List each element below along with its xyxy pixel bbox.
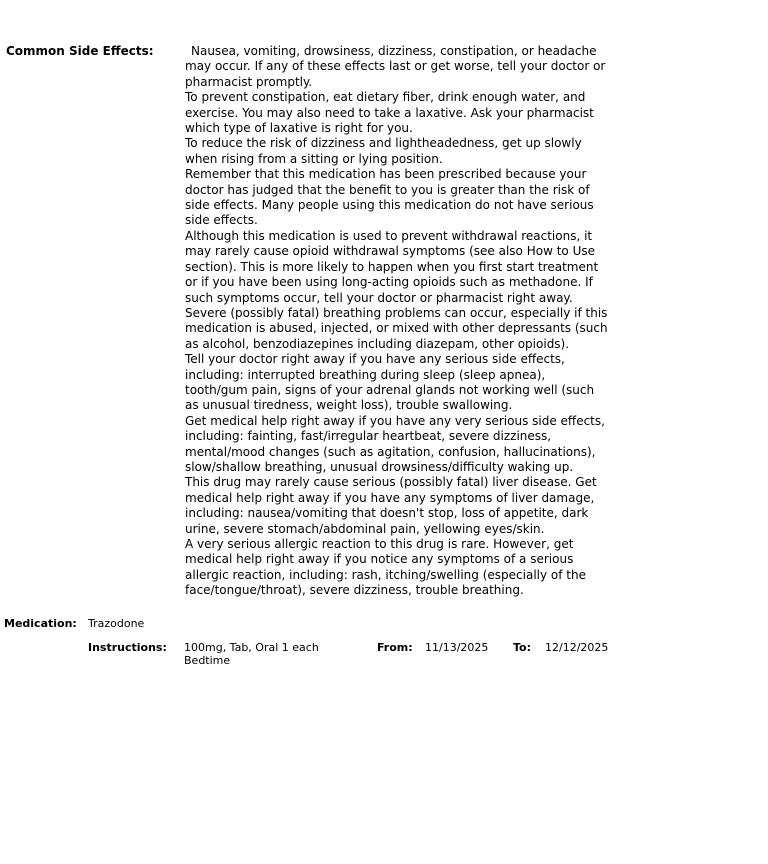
side-effect-paragraph: Nausea, vomiting, drowsiness, dizziness, constipation, or headache may occur. If any of these effects last or get worse, tell your doctor or pharmacist promptly.: [185, 44, 606, 89]
medication-name: Trazodone: [88, 617, 145, 630]
side-effect-paragraph: Remember that this medication has been prescribed because your doctor has judged that the benefit to you is greater than the risk of side effects. Many people using this medication do not have serious side effects.: [185, 167, 594, 228]
side-effect-paragraph: This drug may rarely cause serious (possibly fatal) liver disease. Get medical help right away if you have any symptoms of liver damage, including: nausea/vomiting that doesn't stop, loss of appetite, dark urine, severe stomach/abdominal pain, yellowing eyes/skin.: [185, 475, 597, 536]
to-label: To:: [513, 641, 531, 654]
side-effect-paragraph: A very serious allergic reaction to this drug is rare. However, get medical help right away if you notice any symptoms of a serious allergic reaction, including: rash, itching/swelling (especially of the face/tongue/throat), severe dizziness, trouble breathing.: [185, 537, 586, 598]
side-effect-paragraph: Get medical help right away if you have any very serious side effects, including: fainting, fast/irregular heartbeat, severe dizziness, mental/mood changes (such as agitation, confusion, hallucinations), slow/shallow breathing, unusual drowsiness/difficulty waking up.: [185, 413, 605, 474]
side-effect-paragraph: Severe (possibly fatal) breathing problems can occur, especially if this medication is abused, injected, or mixed with other depressants (such as alcohol, benzodiazepines including diazepam, other opioids).: [185, 305, 608, 351]
side-effects-body: [185, 44, 610, 599]
side-effect-paragraph: Tell your doctor right away if you have any serious side effects, including: interrupted breathing during sleep (sleep apnea), tooth/gum pain, signs of your adrenal glands not working well (such as unusual tiredness, weight loss), trouble swallowing.: [185, 352, 595, 413]
instructions-label: Instructions:: [88, 641, 167, 654]
medication-label: Medication:: [4, 617, 77, 630]
to-date: 12/12/2025: [545, 641, 609, 654]
from-label: From:: [377, 641, 413, 654]
side-effects-label: Common Side Effects:: [6, 44, 154, 58]
side-effect-paragraph: To reduce the risk of dizziness and lightheadedness, get up slowly when rising from a sitting or lying position.: [185, 136, 582, 166]
side-effect-paragraph: Although this medication is used to prevent withdrawal reactions, it may rarely cause opioid withdrawal symptoms (see also How to Use section). This is more likely to happen when you first start treatment or if you have been using long-acting opioids such as methadone. If such symptoms occur, tell your doctor or pharmacist right away.: [185, 228, 599, 305]
from-date: 11/13/2025: [425, 641, 489, 654]
instructions-value: 100mg, Tab, Oral 1 each Bedtime: [184, 641, 319, 667]
side-effect-paragraph: To prevent constipation, eat dietary fiber, drink enough water, and exercise. You may also need to take a laxative. Ask your pharmacist which type of laxative is right for you.: [185, 90, 594, 136]
